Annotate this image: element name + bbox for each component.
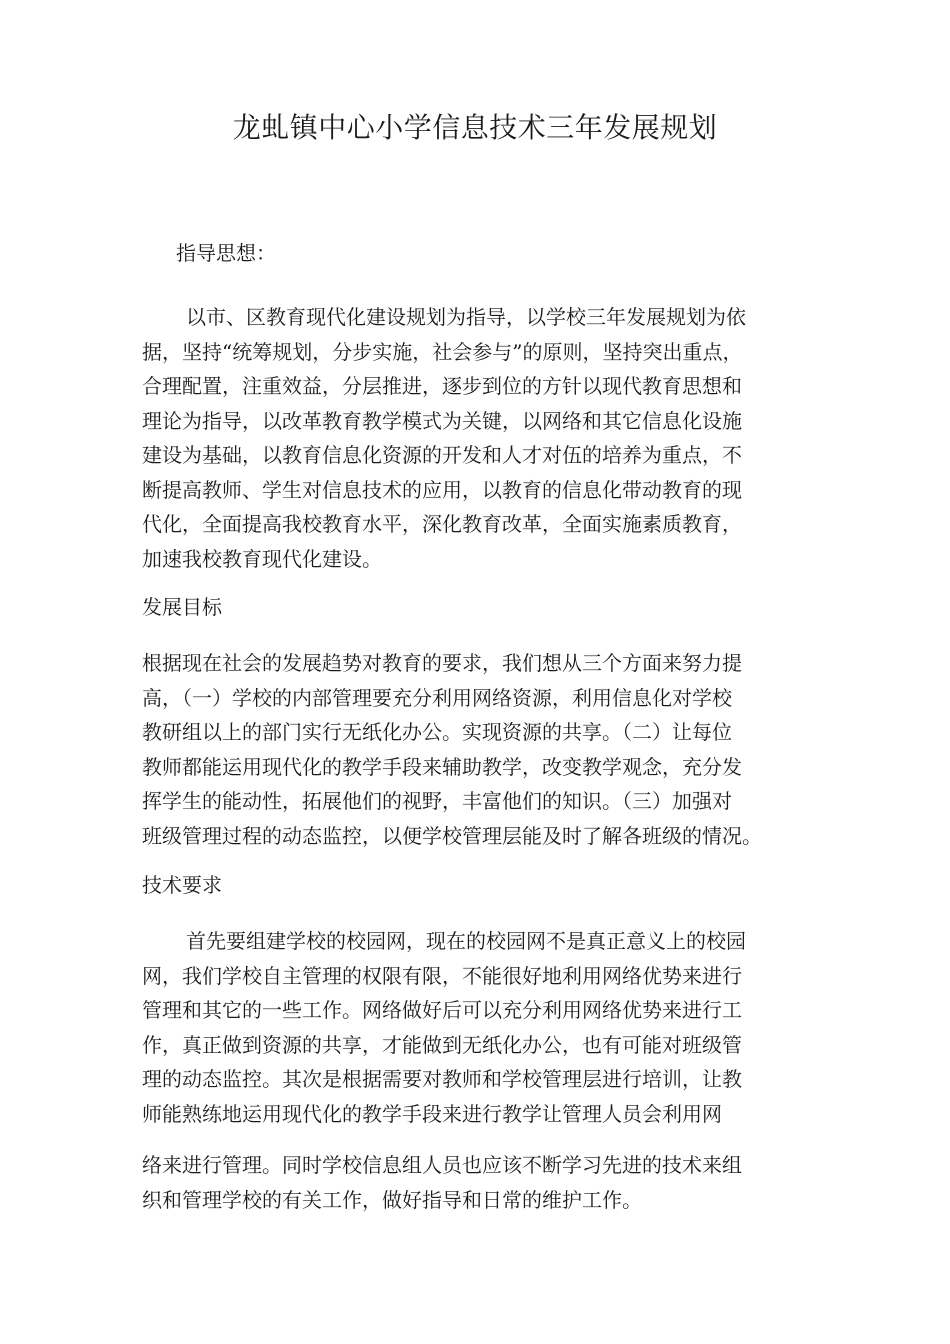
paragraph-line: 师能熟练地运用现代化的教学手段来进行教学让管理人员会利用网 <box>142 1101 722 1126</box>
document-title: 龙虬镇中心小学信息技术三年发展规划 <box>232 111 718 144</box>
paragraph-line: 班级管理过程的动态监控，以便学校管理层能及时了解各班级的情况。 <box>142 823 762 848</box>
tech-paragraph-continued <box>142 1148 817 1217</box>
tech-heading: 技术要求 <box>142 873 222 897</box>
paragraph-line: 以市、区教育现代化建设规划为指导，以学校三年发展规划为依 <box>186 305 746 329</box>
paragraph-line: 合理配置，注重效益，分层推进，逐步到位的方针以现代教育思想和 <box>142 374 742 398</box>
paragraph-line: 首先要组建学校的校园网，现在的校园网不是真正意义上的校园 <box>186 929 746 953</box>
paragraph-line: 挥学生的能动性，拓展他们的视野，丰富他们的知识。（三）加强对 <box>142 789 732 813</box>
paragraph-line: 管理和其它的一些工作。网络做好后可以充分利用网络优势来进行工 <box>142 998 742 1022</box>
paragraph-line: 网，我们学校自主管理的权限有限，不能很好地利用网络优势来进行 <box>142 963 742 988</box>
paragraph-line: 据，坚持“统筹规划，分步实施，社会参与”的原则，坚持突出重点， <box>142 339 743 364</box>
paragraph-line: 代化，全面提高我校教育水平，深化教育改革，全面实施素质教育， <box>142 512 742 536</box>
goals-paragraph <box>142 646 817 853</box>
paragraph-line: 理论为指导，以改革教育教学模式为关键，以网络和其它信息化设施 <box>142 408 742 433</box>
paragraph-line: 建设为基础，以教育信息化资源的开发和人才对伍的培养为重点，不 <box>142 443 742 467</box>
paragraph-line: 教研组以上的部门实行无纸化办公。实现资源的共享。（二）让每位 <box>142 720 732 744</box>
paragraph-line: 加速我校教育现代化建设。 <box>142 546 382 571</box>
paragraph-line: 教师都能运用现代化的教学手段来辅助教学，改变教学观念，充分发 <box>142 754 742 779</box>
paragraph-line: 作，真正做到资源的共享，才能做到无纸化办公，也有可能对班级管 <box>142 1032 742 1057</box>
paragraph-line: 断提高教师、学生对信息技术的应用，以教育的信息化带动教育的现 <box>142 477 742 502</box>
paragraph-line: 高，（一）学校的内部管理要充分利用网络资源，利用信息化对学校 <box>142 685 732 710</box>
paragraph-line: 理的动态监控。其次是根据需要对教师和学校管理层进行培训，让教 <box>142 1067 742 1091</box>
paragraph-line: 根据现在社会的发展趋势对教育的要求，我们想从三个方面来努力提 <box>142 651 742 675</box>
tech-paragraph <box>142 924 817 1131</box>
paragraph-line: 络来进行管理。同时学校信息组人员也应该不断学习先进的技术来组 <box>142 1153 742 1177</box>
guiding-heading: 指导思想： <box>176 241 276 265</box>
paragraph-line: 织和管理学校的有关工作，做好指导和日常的维护工作。 <box>142 1187 642 1212</box>
guiding-paragraph <box>142 300 817 576</box>
goals-heading: 发展目标 <box>142 595 222 619</box>
